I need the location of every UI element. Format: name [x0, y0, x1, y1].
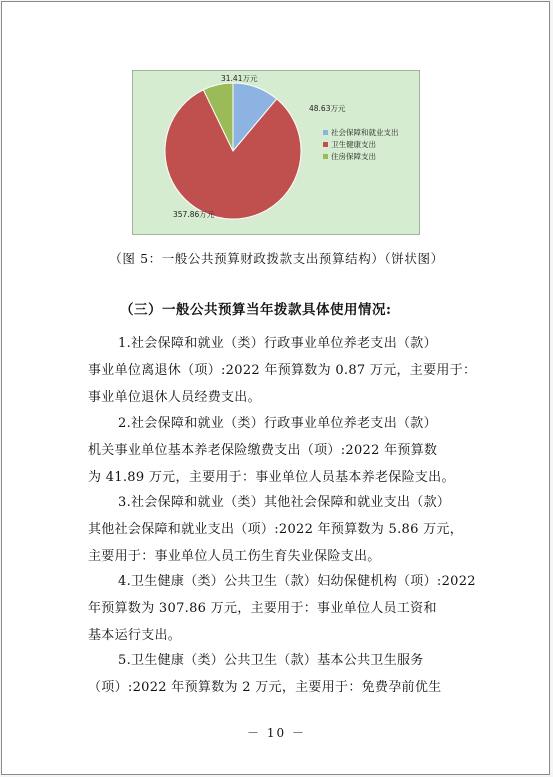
pie-data-label: 31.41万元 — [221, 74, 258, 83]
paragraph-line: 事业单位离退休（项）:2022 年预算数为 0.87 万元，主要用于： — [88, 363, 477, 378]
legend-label: 社会保障和就业支出 — [331, 128, 399, 137]
legend-swatch — [323, 154, 328, 159]
pie-chart — [132, 70, 420, 235]
paragraph-line: 其他社会保障和就业支出（项）:2022 年预算数为 5.86 万元， — [88, 522, 464, 537]
paragraph-line: 2.社会保障和就业（类）行政事业单位养老支出（款） — [118, 416, 437, 431]
section-heading: （三）一般公共预算当年拨款具体使用情况: — [120, 302, 392, 318]
paragraph-line: 事业单位退休人员经费支出。 — [88, 390, 261, 405]
legend-label: 住房保障支出 — [331, 152, 376, 161]
paragraph-line: 3.社会保障和就业（类）其他社会保障和就业支出（款） — [118, 495, 451, 510]
legend-swatch — [323, 130, 328, 135]
pie-data-label: 48.63万元 — [309, 104, 346, 113]
legend-label: 卫生健康支出 — [331, 140, 376, 149]
page-number: － 10 － — [247, 726, 306, 740]
paragraph-line: （项）:2022 年预算数为 2 万元，主要用于：免费孕前优生 — [88, 680, 442, 695]
figure-caption: （图 5：一般公共预算财政拨款支出预算结构）（饼状图） — [109, 251, 444, 266]
pie-chart-svg — [133, 71, 421, 236]
pie-data-label: 357.86万元 — [173, 210, 215, 219]
paragraph-line: 为 41.89 万元，主要用于：事业单位人员基本养老保险支出。 — [88, 470, 455, 485]
paragraph-line: 5.卫生健康（类）公共卫生（款）基本公共卫生服务 — [118, 653, 424, 668]
paragraph-line: 机关事业单位基本养老保险缴费支出（项）:2022 年预算数 — [88, 443, 438, 458]
document-page — [1, 1, 550, 775]
paragraph-line: 4.卫生健康（类）公共卫生（款）妇幼保健机构（项）:2022 — [118, 574, 476, 589]
paragraph-line: 主要用于：事业单位人员工伤生育失业保险支出。 — [88, 549, 381, 564]
paragraph-line: 基本运行支出。 — [88, 628, 182, 643]
legend-swatch — [323, 142, 328, 147]
paragraph-line: 年预算数为 307.86 万元，主要用于：事业单位人员工资和 — [88, 601, 437, 616]
paragraph-line: 1.社会保障和就业（类）行政事业单位养老支出（款） — [118, 336, 437, 351]
